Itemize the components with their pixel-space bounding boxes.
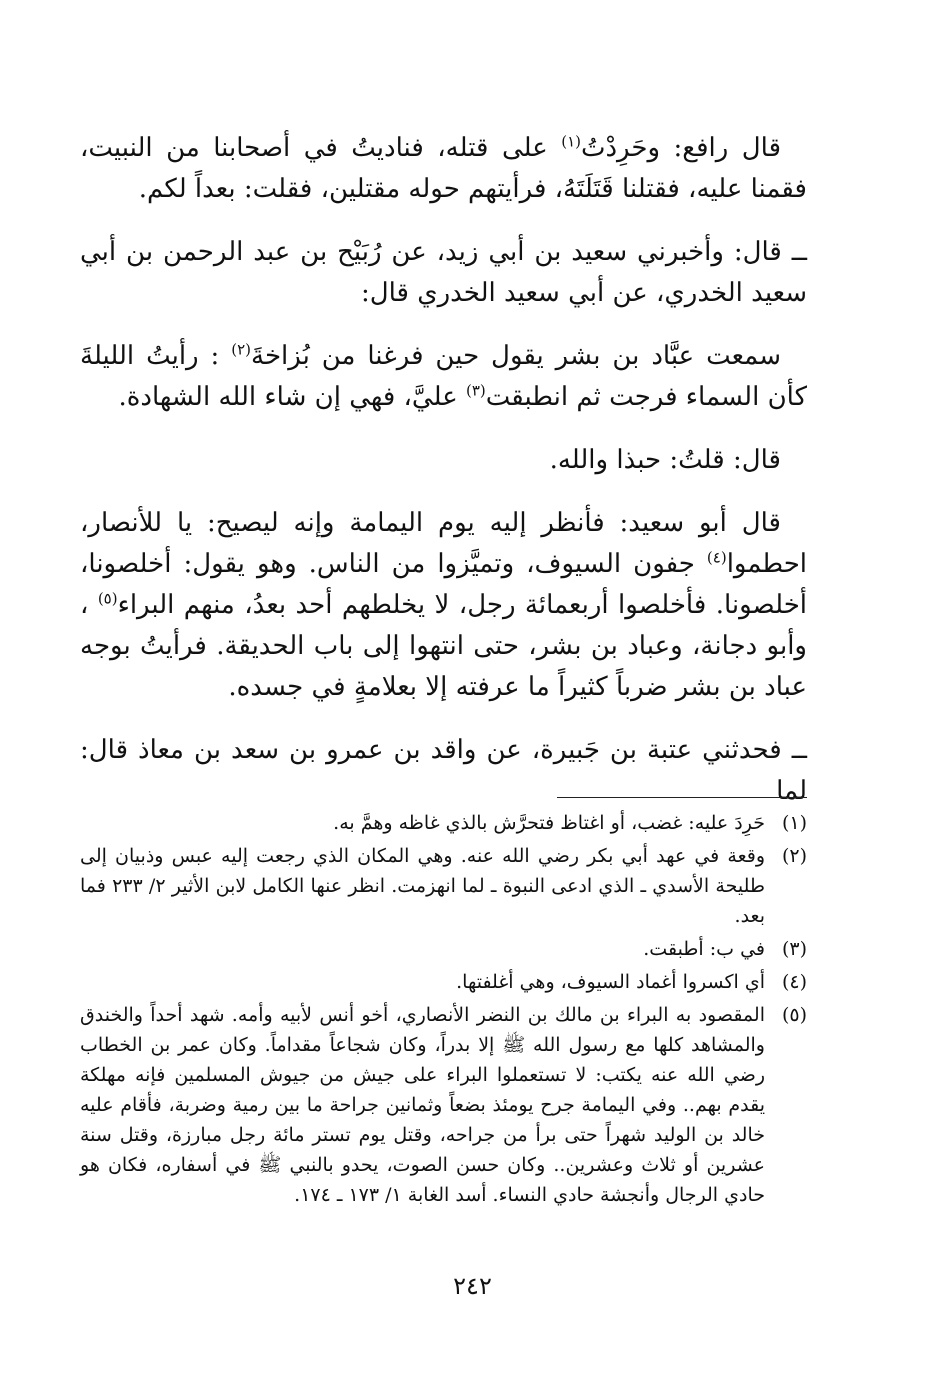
paragraph-1-text-a: قال رافع: وحَرِدْتُ xyxy=(581,133,781,163)
paragraph-3-text-b: : رأيتُ الليلةَ كأن السماء فرجت ثم انطبقت xyxy=(80,341,807,412)
footnote-1 xyxy=(80,808,807,838)
page-number: ٢٤٢ xyxy=(453,1272,492,1300)
paragraph-5-text-b: جفون السيوف، وتميَّزوا من الناس. وهو يقول: أخلصونا، أخلصونا. فأخلصوا أربعمائة رجل، لا يخلطهم أحد بعدُ، منهم البراء xyxy=(80,549,807,620)
footnote-text: في ب: أطبقت. xyxy=(643,938,765,960)
paragraph-6 xyxy=(80,730,807,812)
footnote-ref-4: (٤) xyxy=(706,548,727,567)
paragraph-6-text: ــ فحدثني عتبة بن جَبيرة، عن واقد بن عمرو بن سعد بن معاذ قال: لما xyxy=(80,735,807,806)
footnote-text: المقصود به البراء بن مالك بن النضر الأنصاري، أخو أنس لأبيه وأمه. شهد أحداً والخندق والمشاهد كلها مع رسول الله ﷺ إلا بدراً، وكان شجاعاً مقداماً. وكان عمر بن الخطاب رضي الله عنه يكتب: لا تستعملوا البراء على جيش من جيوش المسلمين فإنه مهلكة يقدم بهم.. وفي اليمامة جرح يومئذ بضعاً وثمانين جراحة ما بين رمية وضربة، فأقام عليه خالد بن الوليد شهراً حتى برأ من جراحه، وقتل يوم تستر مائة رجل مبارزة، وقتل سنة عشرين أو ثلاث وعشرين.. وكان حسن الصوت، يحدو بالنبي ﷺ في أسفاره، فكان هو حادي الرجال وأنجشة حادي النساء. أسد الغابة ١/ ١٧٣ ـ ١٧٤. xyxy=(80,1004,765,1206)
footnote-text: أي اكسروا أغماد السيوف، وهي أغلفتها. xyxy=(456,971,765,993)
footnote-number: (٣) xyxy=(781,938,807,960)
paragraph-2-text: ــ قال: وأخبرني سعيد بن أبي زيد، عن رُبَيْح بن عبد الرحمن بن أبي سعيد الخدري، عن أبي سعيد الخدري قال: xyxy=(80,237,807,308)
footnote-number: (٤) xyxy=(781,971,807,993)
footnote-5 xyxy=(80,1000,807,1210)
paragraph-5-text-a: قال أبو سعيد: فأنظر إليه يوم اليمامة وإنه ليصيح: يا للأنصار، احطموا xyxy=(80,508,807,579)
paragraph-3 xyxy=(80,336,807,418)
footnote-ref-3: (٣) xyxy=(466,381,486,400)
footnote-ref-2: (٢) xyxy=(231,340,251,359)
main-text-body xyxy=(80,128,807,834)
footnote-3 xyxy=(80,934,807,964)
footnote-4 xyxy=(80,967,807,997)
paragraph-5-text-c: ، وأبو دجانة، وعباد بن بشر، حتى انتهوا إلى باب الحديقة. فرأيتُ بوجه عباد بن بشر ضرباً كثيراً ما عرفته إلا بعلامةٍ في جسده. xyxy=(80,590,807,702)
footnote-text: وقعة في عهد أبي بكر رضي الله عنه. وهي المكان الذي رجعت إليه عبس وذبيان إلى طليحة الأسدي ـ الذي ادعى النبوة ـ لما انهزمت. انظر عنها الكامل لابن الأثير ٢/ ٢٣٣ فما بعد. xyxy=(80,845,765,927)
footnote-number: (١) xyxy=(781,812,807,834)
footnote-text: حَرِدَ عليه: غضب، أو اغتاظ فتحرَّش بالذي غاظه وهمَّ به. xyxy=(333,812,765,834)
footnote-number: (٢) xyxy=(781,845,807,867)
paragraph-1 xyxy=(80,128,807,210)
paragraph-1-text-b: على قتله، فناديتُ في أصحابنا من النبيت، فقمنا عليه، فقتلنا قَتَلَتَهُ، فرأيتهم حوله مقتلين، فقلت: بعداً لكم. xyxy=(80,133,807,204)
paragraph-3-text-a: سمعت عبَّاد بن بشر يقول حين فرغنا من بُزاخةَ xyxy=(251,341,781,371)
paragraph-4 xyxy=(80,440,807,481)
paragraph-5 xyxy=(80,503,807,708)
footnote-2 xyxy=(80,841,807,931)
footnote-ref-5: (٥) xyxy=(97,589,118,608)
footnotes-section xyxy=(80,808,807,1213)
paragraph-3-text-c: عليَّ، فهي إن شاء الله الشهادة. xyxy=(118,382,466,412)
footnote-divider xyxy=(557,797,807,798)
footnote-ref-1: (١) xyxy=(561,132,581,151)
paragraph-2 xyxy=(80,232,807,314)
footnote-number: (٥) xyxy=(781,1004,807,1026)
paragraph-4-text: قال: قلتُ: حبذا والله. xyxy=(549,445,781,475)
